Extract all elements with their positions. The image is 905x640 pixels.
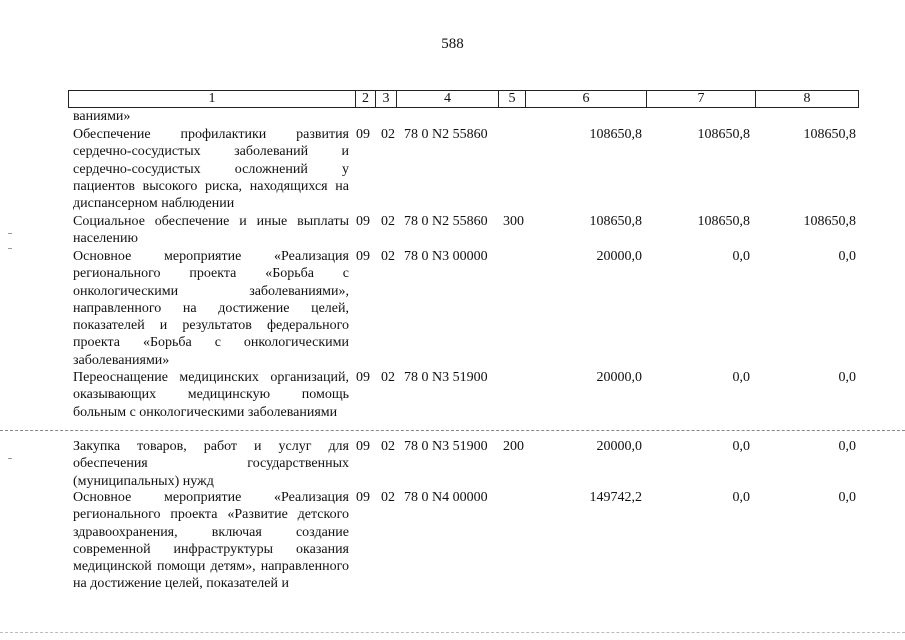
row-name: Социальное обеспечение и иные выплаты населению [73, 214, 349, 247]
row-subsection: 02 [381, 439, 395, 454]
margin-tick [8, 233, 12, 234]
row-section: 09 [356, 370, 370, 385]
row-amount-7: 108650,8 [697, 127, 750, 142]
row-name: ваниями» [73, 109, 131, 124]
row-amount-6: 149742,2 [589, 490, 642, 505]
row-section: 09 [356, 127, 370, 142]
row-subsection: 02 [381, 370, 395, 385]
col-header-1: 1 [69, 91, 356, 107]
col-header-8: 8 [803, 91, 811, 106]
row-amount-6: 20000,0 [596, 439, 642, 454]
row-section: 09 [356, 249, 370, 264]
row-expense-type: 300 [503, 214, 524, 229]
row-amount-7: 0,0 [732, 249, 750, 264]
row-subsection: 02 [381, 127, 395, 142]
row-amount-7: 0,0 [732, 370, 750, 385]
row-amount-8: 0,0 [838, 249, 856, 264]
table-header [68, 90, 859, 108]
row-target-code: 78 0 N2 55860 [404, 214, 488, 229]
row-target-code: 78 0 N3 00000 [404, 249, 488, 264]
row-amount-7: 108650,8 [697, 214, 750, 229]
row-target-code: 78 0 N3 51900 [404, 370, 488, 385]
margin-tick [8, 248, 12, 249]
row-subsection: 02 [381, 490, 395, 505]
row-section: 09 [356, 439, 370, 454]
row-target-code: 78 0 N2 55860 [404, 127, 488, 142]
row-name: Основное мероприятие «Реализация регионального проекта «Борьба с онкологическими заболеваниями», направленного на достижение целей, показателей и результатов федерального проекта «Борьба с онкологическими заболеваниями» [73, 249, 349, 368]
page-number: 588 [441, 36, 464, 52]
row-target-code: 78 0 N3 51900 [404, 439, 488, 454]
fold-line [0, 430, 905, 431]
col-header-2: 2 [356, 91, 376, 107]
row-section: 09 [356, 490, 370, 505]
row-amount-7: 0,0 [732, 490, 750, 505]
row-section: 09 [356, 214, 370, 229]
col-header-4: 4 [397, 91, 499, 107]
col-header-3: 3 [376, 91, 397, 107]
row-amount-8: 0,0 [838, 370, 856, 385]
row-amount-6: 108650,8 [589, 214, 642, 229]
row-name: Закупка товаров, работ и услуг для обеспечения государственных (муниципальных) нужд [73, 439, 349, 489]
row-amount-7: 0,0 [732, 439, 750, 454]
row-target-code: 78 0 N4 00000 [404, 490, 488, 505]
col-header-5: 5 [499, 91, 526, 107]
col-header-6: 6 [526, 91, 647, 107]
row-expense-type: 200 [503, 439, 524, 454]
row-subsection: 02 [381, 214, 395, 229]
row-name: Переоснащение медицинских организаций, оказывающих медицинскую помощь больным с онкологическими заболеваниями [73, 370, 349, 420]
row-amount-8: 108650,8 [803, 127, 856, 142]
row-amount-8: 0,0 [838, 439, 856, 454]
row-amount-6: 108650,8 [589, 127, 642, 142]
bottom-edge-line [0, 632, 905, 633]
row-amount-8: 0,0 [838, 490, 856, 505]
col-header-7: 7 [647, 91, 756, 107]
row-name: Обеспечение профилактики развития сердечно-сосудистых заболеваний и сердечно-сосудистых осложнений у пациентов высокого риска, находящихся на диспансерном наблюдении [73, 127, 349, 212]
row-amount-8: 108650,8 [803, 214, 856, 229]
margin-tick [8, 458, 12, 459]
row-amount-6: 20000,0 [596, 249, 642, 264]
row-subsection: 02 [381, 249, 395, 264]
row-name: Основное мероприятие «Реализация регионального проекта «Развитие детского здравоохранения, включая создание современной инфраструктуры оказания медицинской помощи детям», направленного на достижение целей, показателей и [73, 490, 349, 592]
row-amount-6: 20000,0 [596, 370, 642, 385]
